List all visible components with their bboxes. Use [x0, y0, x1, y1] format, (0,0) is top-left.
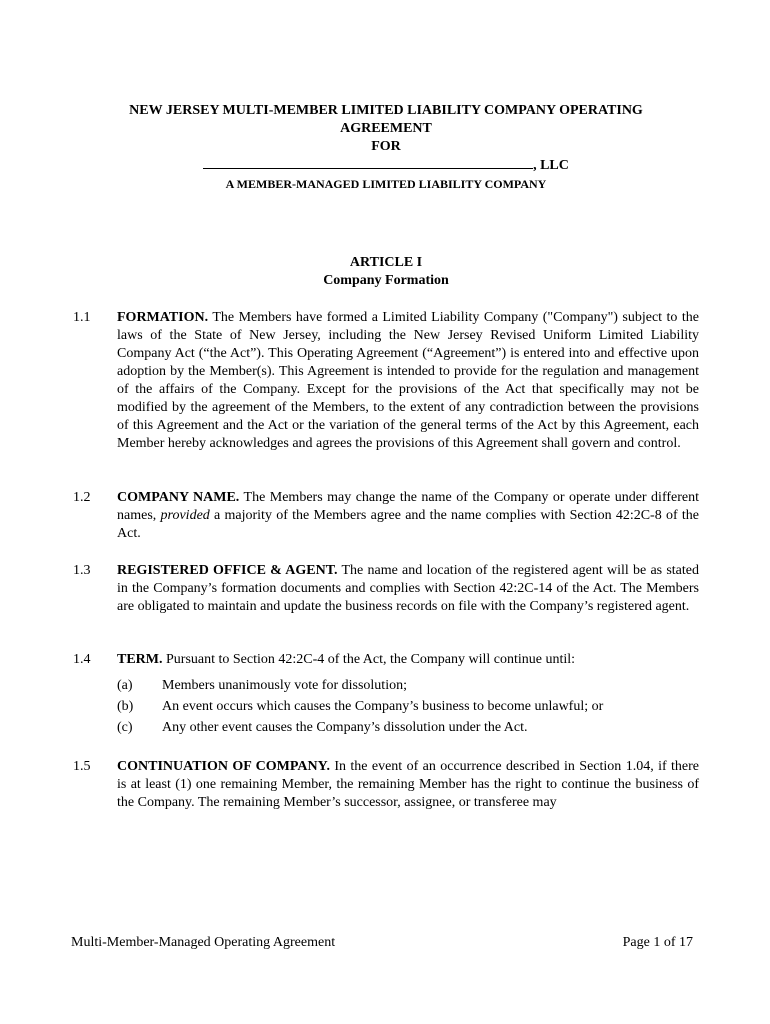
list-item	[117, 698, 699, 716]
list-item-text: Any other event causes the Company’s dissolution under the Act.	[162, 720, 528, 735]
section-1-4	[73, 651, 699, 740]
section-text: Pursuant to Section 42:2C-4 of the Act, the Company will continue until:	[162, 652, 576, 667]
section-heading: CONTINUATION OF COMPANY.	[117, 759, 330, 774]
section-body	[117, 651, 699, 669]
section-number: 1.3	[73, 563, 91, 578]
section-body	[117, 758, 699, 812]
document-title	[80, 102, 692, 193]
section-1-2	[73, 489, 699, 543]
section-heading: COMPANY NAME.	[117, 490, 240, 505]
section-body	[117, 489, 699, 543]
llc-name-blank[interactable]	[203, 156, 533, 169]
section-body	[117, 309, 699, 453]
llc-name-line	[80, 156, 692, 175]
section-heading: TERM.	[117, 652, 163, 667]
list-item-text: Members unanimously vote for dissolution;	[162, 678, 407, 693]
list-item	[117, 719, 699, 737]
footer-document-name: Multi-Member-Managed Operating Agreement	[71, 935, 336, 950]
list-item	[117, 677, 699, 695]
title-line-1: NEW JERSEY MULTI-MEMBER LIMITED LIABILITY COMPANY OPERATING	[129, 103, 643, 118]
title-subtitle: A MEMBER-MANAGED LIMITED LIABILITY COMPANY	[225, 177, 547, 191]
section-text: In the event of an occurrence described in Section 1.04, if there is at least (1) one remaining Member, the remaining Member has the right to continue the business of the Company. The remaining Member’s successor, assignee, or transferee may	[117, 759, 699, 810]
section-emphasis: provided	[160, 508, 210, 523]
section-text: The Members have formed a Limited Liability Company ("Company") subject to the laws of the State of New Jersey, including the New Jersey Revised Uniform Limited Liability Company Act (“the Act”). This Operating Agreement (“Agreement”) is entered into and effective upon adoption by the Member(s). This Agreement is intended to provide for the regulation and management of the affairs of the Company. Except for the provisions of the Act that specifically may not be modified by the agreement of the Members, to the extent of any contradiction between the provisions of this Agreement and the Act or the variation of the general terms of the Act by this Agreement, each Member hereby acknowledges and agrees the provisions of this Agreement shall govern and control.	[117, 310, 699, 451]
list-item-text: An event occurs which causes the Company’s business to become unlawful; or	[162, 699, 604, 714]
section-heading: REGISTERED OFFICE & AGENT.	[117, 563, 338, 578]
section-1-3	[73, 562, 699, 616]
article-heading	[80, 254, 692, 290]
section-body	[117, 562, 699, 616]
section-number: 1.2	[73, 490, 91, 505]
list-marker: (c)	[117, 720, 133, 735]
section-number: 1.4	[73, 652, 91, 667]
term-conditions-list	[117, 677, 699, 737]
llc-suffix: , LLC	[533, 158, 569, 173]
title-line-3: FOR	[371, 139, 401, 154]
section-text-continued: a majority of the Members agree and the name complies with Section 42:2C-8 of the Act.	[117, 508, 700, 541]
footer-page-number: Page 1 of 17	[622, 935, 693, 950]
section-text: The Members may change the name of the Company or operate under different names,	[117, 490, 699, 523]
article-title: Company Formation	[323, 273, 449, 288]
section-1-5	[73, 758, 699, 812]
list-marker: (b)	[117, 699, 134, 714]
article-number: ARTICLE I	[349, 255, 423, 270]
section-heading: FORMATION.	[117, 310, 209, 325]
title-line-2: AGREEMENT	[340, 121, 432, 136]
list-marker: (a)	[117, 678, 133, 693]
section-number: 1.1	[73, 310, 91, 325]
section-text: The name and location of the registered agent will be as stated in the Company’s formation documents and complies with Section 42:2C-14 of the Act. The Members are obligated to maintain and update the business records on file with the Company’s registered agent.	[117, 563, 699, 614]
section-number: 1.5	[73, 759, 91, 774]
section-1-1	[73, 309, 699, 453]
